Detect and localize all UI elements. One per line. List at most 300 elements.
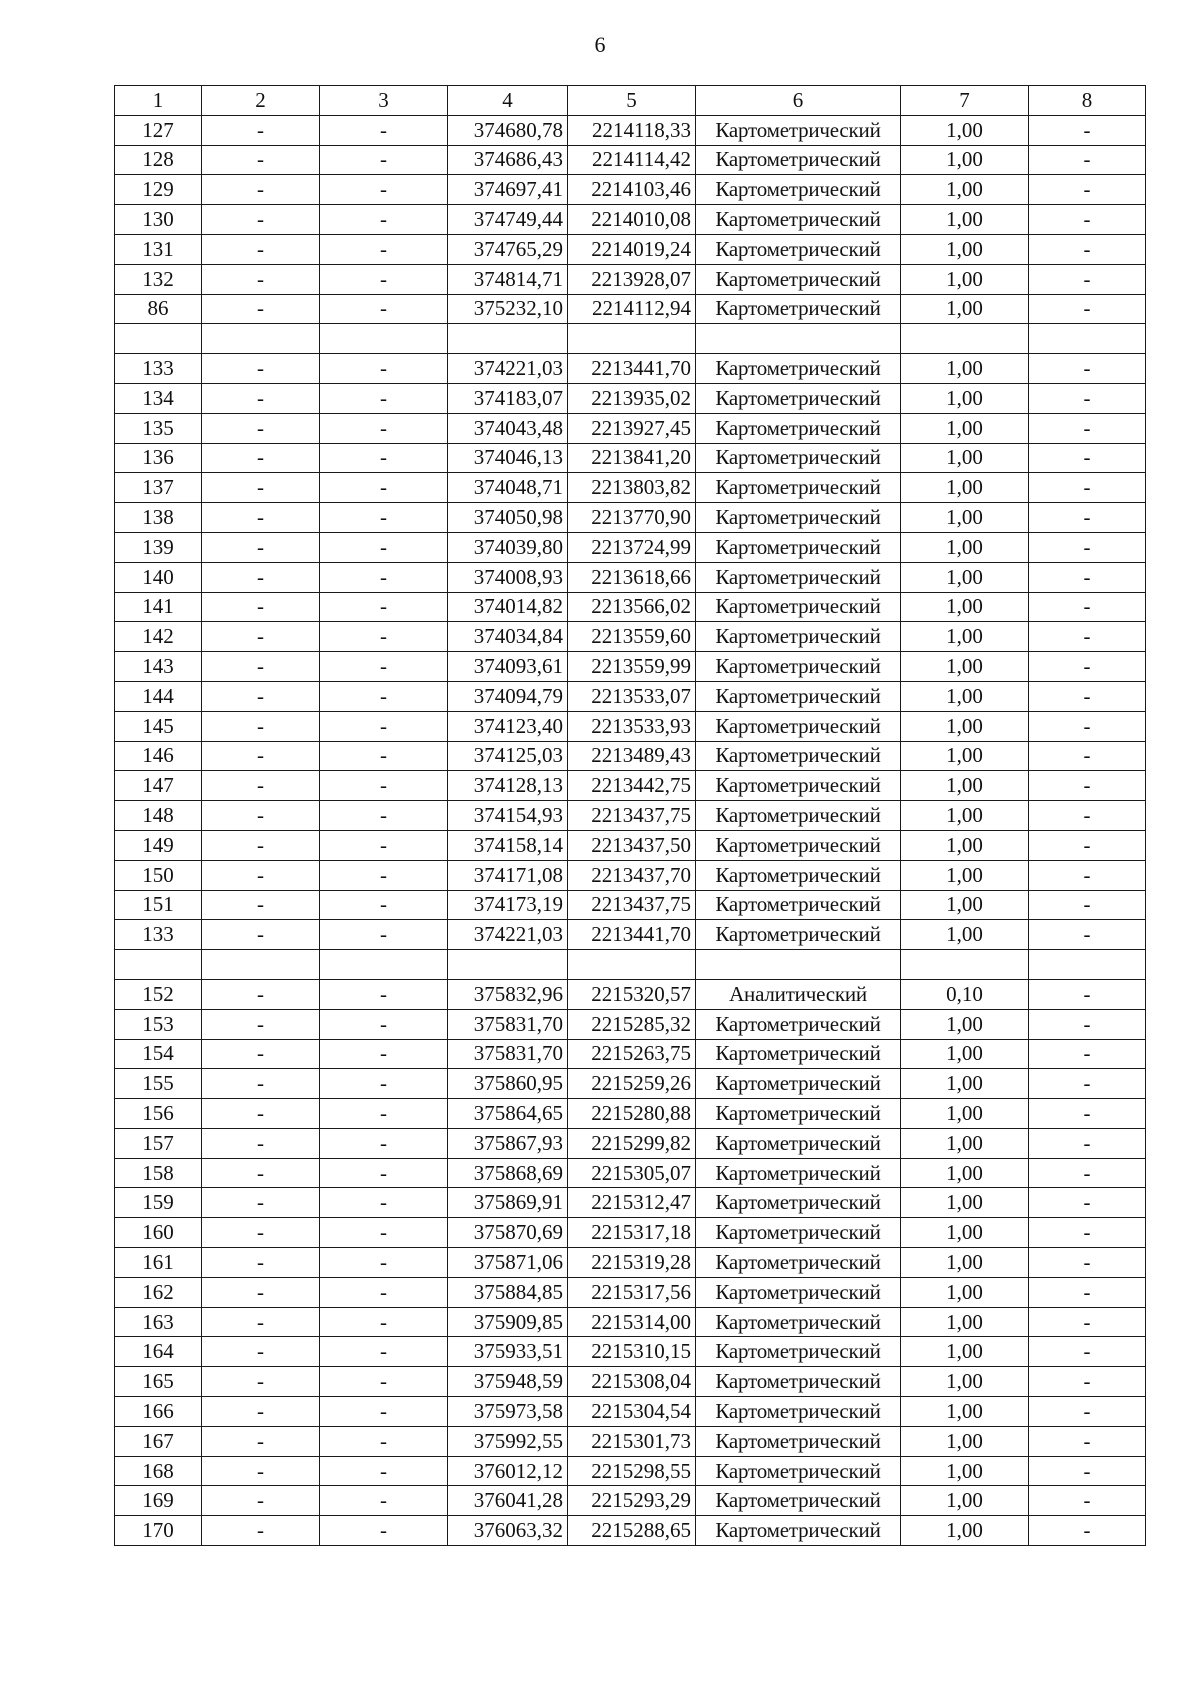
x-coordinate: 374123,40 xyxy=(448,711,568,741)
col-2-value: - xyxy=(202,532,320,562)
point-number: 155 xyxy=(115,1069,202,1099)
accuracy: 1,00 xyxy=(901,1069,1029,1099)
col-2-value: - xyxy=(202,592,320,622)
method: Картометрический xyxy=(696,1397,901,1427)
col-2-value: - xyxy=(202,1307,320,1337)
accuracy: 1,00 xyxy=(901,1188,1029,1218)
col-3-value: - xyxy=(320,562,448,592)
point-number: 130 xyxy=(115,205,202,235)
y-coordinate: 2215288,65 xyxy=(568,1516,696,1546)
method: Картометрический xyxy=(696,1516,901,1546)
point-number: 165 xyxy=(115,1367,202,1397)
point-number: 143 xyxy=(115,652,202,682)
col-2-value: - xyxy=(202,473,320,503)
col-3-value: - xyxy=(320,1099,448,1129)
col-2-value: - xyxy=(202,1426,320,1456)
table-row xyxy=(115,503,1146,533)
method: Картометрический xyxy=(696,473,901,503)
x-coordinate: 374221,03 xyxy=(448,354,568,384)
x-coordinate: 375831,70 xyxy=(448,1039,568,1069)
col-2-value: - xyxy=(202,652,320,682)
col-8-value: - xyxy=(1029,1009,1146,1039)
x-coordinate: 374014,82 xyxy=(448,592,568,622)
table-row xyxy=(115,1009,1146,1039)
table-row xyxy=(115,205,1146,235)
y-coordinate: 2213442,75 xyxy=(568,771,696,801)
x-coordinate: 375871,06 xyxy=(448,1248,568,1278)
point-number: 151 xyxy=(115,890,202,920)
separator-row xyxy=(115,324,1146,354)
x-coordinate: 374765,29 xyxy=(448,234,568,264)
col-8-value: - xyxy=(1029,443,1146,473)
accuracy: 1,00 xyxy=(901,860,1029,890)
method: Картометрический xyxy=(696,1337,901,1367)
y-coordinate: 2213566,02 xyxy=(568,592,696,622)
x-coordinate: 374008,93 xyxy=(448,562,568,592)
x-coordinate: 375884,85 xyxy=(448,1277,568,1307)
x-coordinate: 375867,93 xyxy=(448,1128,568,1158)
method: Картометрический xyxy=(696,1486,901,1516)
accuracy: 1,00 xyxy=(901,592,1029,622)
point-number: 133 xyxy=(115,920,202,950)
y-coordinate: 2213441,70 xyxy=(568,920,696,950)
y-coordinate: 2215320,57 xyxy=(568,979,696,1009)
method: Картометрический xyxy=(696,801,901,831)
col-8-value: - xyxy=(1029,532,1146,562)
point-number: 160 xyxy=(115,1218,202,1248)
col-8-value: - xyxy=(1029,830,1146,860)
accuracy: 1,00 xyxy=(901,205,1029,235)
point-number: 154 xyxy=(115,1039,202,1069)
x-coordinate: 374749,44 xyxy=(448,205,568,235)
col-2-value xyxy=(202,950,320,980)
col-3-value: - xyxy=(320,1188,448,1218)
method: Картометрический xyxy=(696,354,901,384)
point-number: 148 xyxy=(115,801,202,831)
col-3-value: - xyxy=(320,1009,448,1039)
x-coordinate: 374128,13 xyxy=(448,771,568,801)
x-coordinate: 374050,98 xyxy=(448,503,568,533)
method: Картометрический xyxy=(696,1307,901,1337)
accuracy: 1,00 xyxy=(901,264,1029,294)
x-coordinate: 376041,28 xyxy=(448,1486,568,1516)
col-3-value: - xyxy=(320,115,448,145)
x-coordinate: 375831,70 xyxy=(448,1009,568,1039)
accuracy: 1,00 xyxy=(901,1277,1029,1307)
col-3-value: - xyxy=(320,205,448,235)
y-coordinate: 2213533,93 xyxy=(568,711,696,741)
col-3-value: - xyxy=(320,1307,448,1337)
point-number: 129 xyxy=(115,175,202,205)
col-3-value: - xyxy=(320,920,448,950)
table-row xyxy=(115,1277,1146,1307)
accuracy: 1,00 xyxy=(901,115,1029,145)
x-coordinate: 374093,61 xyxy=(448,652,568,682)
y-coordinate: 2213770,90 xyxy=(568,503,696,533)
table-row xyxy=(115,801,1146,831)
y-coordinate: 2213724,99 xyxy=(568,532,696,562)
table-row xyxy=(115,1158,1146,1188)
accuracy xyxy=(901,950,1029,980)
y-coordinate: 2213841,20 xyxy=(568,443,696,473)
y-coordinate: 2215298,55 xyxy=(568,1456,696,1486)
col-3-value: - xyxy=(320,801,448,831)
col-2-value: - xyxy=(202,503,320,533)
point-number: 127 xyxy=(115,115,202,145)
col-3-value: - xyxy=(320,1486,448,1516)
col-8-value: - xyxy=(1029,145,1146,175)
accuracy: 1,00 xyxy=(901,1367,1029,1397)
accuracy: 1,00 xyxy=(901,354,1029,384)
col-2-value: - xyxy=(202,622,320,652)
col-8-value: - xyxy=(1029,294,1146,324)
y-coordinate: 2213489,43 xyxy=(568,741,696,771)
col-8-value: - xyxy=(1029,920,1146,950)
method: Картометрический xyxy=(696,1456,901,1486)
col-2-value: - xyxy=(202,145,320,175)
method: Картометрический xyxy=(696,592,901,622)
column-header-6: 6 xyxy=(696,86,901,116)
point-number: 141 xyxy=(115,592,202,622)
y-coordinate: 2214019,24 xyxy=(568,234,696,264)
point-number: 86 xyxy=(115,294,202,324)
column-header-5: 5 xyxy=(568,86,696,116)
y-coordinate: 2215305,07 xyxy=(568,1158,696,1188)
y-coordinate: 2213559,60 xyxy=(568,622,696,652)
col-2-value: - xyxy=(202,681,320,711)
y-coordinate: 2213437,50 xyxy=(568,830,696,860)
point-number: 139 xyxy=(115,532,202,562)
method: Картометрический xyxy=(696,1158,901,1188)
accuracy: 1,00 xyxy=(901,681,1029,711)
point-number: 134 xyxy=(115,383,202,413)
point-number xyxy=(115,950,202,980)
col-3-value: - xyxy=(320,443,448,473)
table-row xyxy=(115,979,1146,1009)
col-3-value: - xyxy=(320,1069,448,1099)
point-number: 128 xyxy=(115,145,202,175)
x-coordinate: 375933,51 xyxy=(448,1337,568,1367)
method: Картометрический xyxy=(696,562,901,592)
table-row xyxy=(115,860,1146,890)
col-8-value: - xyxy=(1029,1516,1146,1546)
col-2-value: - xyxy=(202,1277,320,1307)
y-coordinate: 2213803,82 xyxy=(568,473,696,503)
col-3-value: - xyxy=(320,592,448,622)
col-3-value: - xyxy=(320,1337,448,1367)
point-number: 169 xyxy=(115,1486,202,1516)
y-coordinate: 2215304,54 xyxy=(568,1397,696,1427)
table-row xyxy=(115,592,1146,622)
table-row xyxy=(115,234,1146,264)
method: Картометрический xyxy=(696,443,901,473)
table-row xyxy=(115,681,1146,711)
column-header-2: 2 xyxy=(202,86,320,116)
y-coordinate: 2213437,75 xyxy=(568,801,696,831)
point-number: 166 xyxy=(115,1397,202,1427)
method: Картометрический xyxy=(696,413,901,443)
col-2-value: - xyxy=(202,234,320,264)
accuracy: 1,00 xyxy=(901,1397,1029,1427)
y-coordinate: 2215263,75 xyxy=(568,1039,696,1069)
col-2-value: - xyxy=(202,205,320,235)
col-2-value: - xyxy=(202,443,320,473)
point-number: 149 xyxy=(115,830,202,860)
col-8-value: - xyxy=(1029,115,1146,145)
accuracy: 1,00 xyxy=(901,1516,1029,1546)
point-number: 153 xyxy=(115,1009,202,1039)
accuracy: 1,00 xyxy=(901,652,1029,682)
point-number: 161 xyxy=(115,1248,202,1278)
point-number: 162 xyxy=(115,1277,202,1307)
y-coordinate: 2214114,42 xyxy=(568,145,696,175)
point-number: 157 xyxy=(115,1128,202,1158)
method: Картометрический xyxy=(696,1367,901,1397)
accuracy: 1,00 xyxy=(901,1158,1029,1188)
col-8-value xyxy=(1029,324,1146,354)
col-3-value: - xyxy=(320,413,448,443)
col-2-value: - xyxy=(202,1218,320,1248)
col-2-value: - xyxy=(202,354,320,384)
y-coordinate: 2213533,07 xyxy=(568,681,696,711)
col-3-value: - xyxy=(320,383,448,413)
table-row xyxy=(115,264,1146,294)
y-coordinate: 2215310,15 xyxy=(568,1337,696,1367)
col-8-value: - xyxy=(1029,1367,1146,1397)
table-row xyxy=(115,1039,1146,1069)
col-3-value: - xyxy=(320,771,448,801)
x-coordinate: 375909,85 xyxy=(448,1307,568,1337)
accuracy: 1,00 xyxy=(901,1009,1029,1039)
col-8-value: - xyxy=(1029,1337,1146,1367)
method: Картометрический xyxy=(696,205,901,235)
accuracy: 1,00 xyxy=(901,503,1029,533)
accuracy: 1,00 xyxy=(901,1486,1029,1516)
col-2-value: - xyxy=(202,1039,320,1069)
method: Картометрический xyxy=(696,1218,901,1248)
col-2-value: - xyxy=(202,979,320,1009)
method: Картометрический xyxy=(696,1069,901,1099)
col-8-value: - xyxy=(1029,1099,1146,1129)
accuracy: 1,00 xyxy=(901,890,1029,920)
accuracy: 1,00 xyxy=(901,1218,1029,1248)
col-8-value: - xyxy=(1029,1128,1146,1158)
col-3-value: - xyxy=(320,1248,448,1278)
table-row xyxy=(115,890,1146,920)
page-number: 6 xyxy=(594,32,606,57)
accuracy: 1,00 xyxy=(901,473,1029,503)
col-8-value: - xyxy=(1029,771,1146,801)
col-8-value xyxy=(1029,950,1146,980)
x-coordinate: 375973,58 xyxy=(448,1397,568,1427)
table-row xyxy=(115,1516,1146,1546)
table-row xyxy=(115,532,1146,562)
method xyxy=(696,324,901,354)
y-coordinate: 2215317,56 xyxy=(568,1277,696,1307)
method: Картометрический xyxy=(696,1039,901,1069)
col-3-value: - xyxy=(320,979,448,1009)
col-2-value: - xyxy=(202,1486,320,1516)
col-3-value: - xyxy=(320,234,448,264)
col-8-value: - xyxy=(1029,979,1146,1009)
col-3-value: - xyxy=(320,741,448,771)
method: Картометрический xyxy=(696,383,901,413)
col-3-value: - xyxy=(320,1218,448,1248)
col-8-value: - xyxy=(1029,1039,1146,1069)
column-header-7: 7 xyxy=(901,86,1029,116)
col-2-value xyxy=(202,324,320,354)
y-coordinate: 2215317,18 xyxy=(568,1218,696,1248)
col-2-value: - xyxy=(202,294,320,324)
table-row xyxy=(115,115,1146,145)
table-row xyxy=(115,1426,1146,1456)
point-number: 132 xyxy=(115,264,202,294)
col-8-value: - xyxy=(1029,1307,1146,1337)
column-header-3: 3 xyxy=(320,86,448,116)
method: Картометрический xyxy=(696,711,901,741)
x-coordinate: 375860,95 xyxy=(448,1069,568,1099)
x-coordinate: 375948,59 xyxy=(448,1367,568,1397)
col-8-value: - xyxy=(1029,890,1146,920)
accuracy: 1,00 xyxy=(901,294,1029,324)
table-row xyxy=(115,473,1146,503)
col-8-value: - xyxy=(1029,681,1146,711)
x-coordinate: 374048,71 xyxy=(448,473,568,503)
col-2-value: - xyxy=(202,771,320,801)
col-8-value: - xyxy=(1029,1069,1146,1099)
accuracy: 1,00 xyxy=(901,175,1029,205)
point-number: 152 xyxy=(115,979,202,1009)
col-3-value: - xyxy=(320,1367,448,1397)
col-3-value: - xyxy=(320,1277,448,1307)
point-number: 140 xyxy=(115,562,202,592)
table-row xyxy=(115,741,1146,771)
y-coordinate: 2215312,47 xyxy=(568,1188,696,1218)
y-coordinate: 2215280,88 xyxy=(568,1099,696,1129)
method: Картометрический xyxy=(696,622,901,652)
accuracy: 1,00 xyxy=(901,383,1029,413)
method: Картометрический xyxy=(696,532,901,562)
col-8-value: - xyxy=(1029,264,1146,294)
table-row xyxy=(115,1099,1146,1129)
method: Картометрический xyxy=(696,1099,901,1129)
table-row xyxy=(115,383,1146,413)
table-row xyxy=(115,1248,1146,1278)
method: Картометрический xyxy=(696,145,901,175)
col-8-value: - xyxy=(1029,383,1146,413)
y-coordinate: 2215319,28 xyxy=(568,1248,696,1278)
y-coordinate: 2215285,32 xyxy=(568,1009,696,1039)
col-3-value: - xyxy=(320,294,448,324)
x-coordinate: 374043,48 xyxy=(448,413,568,443)
x-coordinate xyxy=(448,324,568,354)
col-2-value: - xyxy=(202,562,320,592)
method: Картометрический xyxy=(696,503,901,533)
x-coordinate: 374221,03 xyxy=(448,920,568,950)
table-row xyxy=(115,1456,1146,1486)
table-row xyxy=(115,413,1146,443)
point-number: 133 xyxy=(115,354,202,384)
y-coordinate: 2215299,82 xyxy=(568,1128,696,1158)
method: Картометрический xyxy=(696,771,901,801)
col-3-value: - xyxy=(320,532,448,562)
y-coordinate: 2215308,04 xyxy=(568,1367,696,1397)
accuracy: 1,00 xyxy=(901,741,1029,771)
x-coordinate: 374034,84 xyxy=(448,622,568,652)
col-2-value: - xyxy=(202,1337,320,1367)
y-coordinate: 2215259,26 xyxy=(568,1069,696,1099)
col-8-value: - xyxy=(1029,1426,1146,1456)
separator-row xyxy=(115,950,1146,980)
col-2-value: - xyxy=(202,1516,320,1546)
table-row xyxy=(115,771,1146,801)
col-2-value: - xyxy=(202,711,320,741)
y-coordinate: 2214010,08 xyxy=(568,205,696,235)
col-3-value: - xyxy=(320,264,448,294)
x-coordinate: 374154,93 xyxy=(448,801,568,831)
accuracy: 1,00 xyxy=(901,1337,1029,1367)
table-row xyxy=(115,1128,1146,1158)
table-row xyxy=(115,1486,1146,1516)
table-body xyxy=(115,115,1146,1545)
accuracy: 1,00 xyxy=(901,443,1029,473)
accuracy: 1,00 xyxy=(901,1039,1029,1069)
method: Картометрический xyxy=(696,1426,901,1456)
point-number: 168 xyxy=(115,1456,202,1486)
point-number: 147 xyxy=(115,771,202,801)
col-3-value: - xyxy=(320,1158,448,1188)
accuracy: 1,00 xyxy=(901,1099,1029,1129)
col-2-value: - xyxy=(202,1188,320,1218)
col-8-value: - xyxy=(1029,354,1146,384)
method xyxy=(696,950,901,980)
col-8-value: - xyxy=(1029,711,1146,741)
col-2-value: - xyxy=(202,1248,320,1278)
method: Картометрический xyxy=(696,741,901,771)
col-8-value: - xyxy=(1029,1248,1146,1278)
x-coordinate: 374094,79 xyxy=(448,681,568,711)
x-coordinate: 374039,80 xyxy=(448,532,568,562)
col-2-value: - xyxy=(202,1009,320,1039)
col-2-value: - xyxy=(202,115,320,145)
y-coordinate: 2213618,66 xyxy=(568,562,696,592)
col-2-value: - xyxy=(202,1456,320,1486)
col-2-value: - xyxy=(202,801,320,831)
table-row xyxy=(115,145,1146,175)
col-8-value: - xyxy=(1029,860,1146,890)
point-number: 156 xyxy=(115,1099,202,1129)
col-2-value: - xyxy=(202,860,320,890)
point-number: 170 xyxy=(115,1516,202,1546)
col-2-value: - xyxy=(202,413,320,443)
table-row xyxy=(115,711,1146,741)
x-coordinate: 374046,13 xyxy=(448,443,568,473)
point-number: 138 xyxy=(115,503,202,533)
table-row xyxy=(115,830,1146,860)
table-row xyxy=(115,622,1146,652)
col-3-value: - xyxy=(320,652,448,682)
x-coordinate: 374125,03 xyxy=(448,741,568,771)
y-coordinate xyxy=(568,950,696,980)
accuracy: 1,00 xyxy=(901,711,1029,741)
col-8-value: - xyxy=(1029,1456,1146,1486)
table-row xyxy=(115,1367,1146,1397)
x-coordinate: 374814,71 xyxy=(448,264,568,294)
y-coordinate: 2214112,94 xyxy=(568,294,696,324)
table-row xyxy=(115,1307,1146,1337)
method: Картометрический xyxy=(696,1009,901,1039)
accuracy: 1,00 xyxy=(901,622,1029,652)
